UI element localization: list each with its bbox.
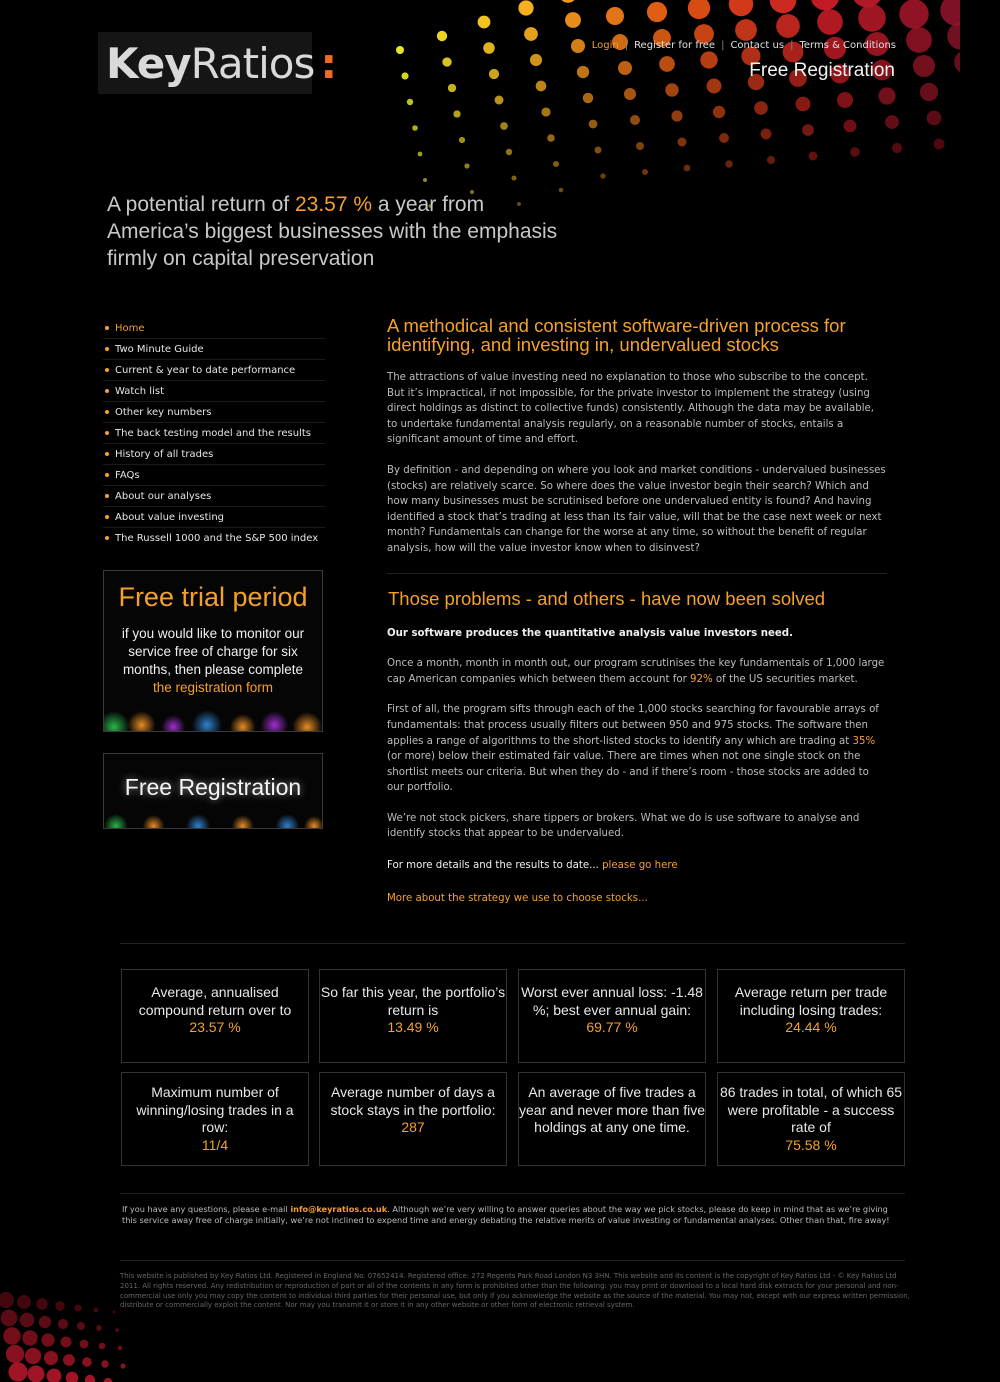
nav-item-label: Two Minute Guide (115, 343, 204, 355)
stat-text: So far this year, the portfolio’s return is (320, 984, 506, 1018)
decorative-dot (448, 84, 456, 92)
decorative-dot (118, 1346, 122, 1350)
header-free-registration-link[interactable]: Free Registration (749, 60, 895, 81)
decorative-dot (20, 1313, 35, 1328)
results-link[interactable]: please go here (602, 860, 678, 872)
decorative-dot (735, 19, 757, 41)
decorative-dot (707, 79, 722, 94)
link-separator: | (790, 40, 794, 51)
decorative-dot (665, 83, 678, 96)
nav-item-home[interactable] (103, 318, 325, 339)
decorative-dot (3, 1327, 21, 1345)
nav-item-label: The Russell 1000 and the S&P 500 index (115, 532, 319, 544)
decorative-dot (483, 42, 495, 54)
decorative-dot (606, 7, 624, 25)
decorative-dot (63, 1354, 75, 1366)
decorative-dot (659, 56, 675, 72)
nav-item-label: Watch list (115, 385, 164, 397)
paragraph: The attractions of value investing need no explanation to those who subscribe to the concept. But it’s impractical, if not impossible, for the private investor to implement the strategy (using direct holdings as distinct to collective funds) consistently. Although the data may be available, to undertake fundamental analysis regularly, on a reasonable number of stocks, entails a significant amount of time and effort. (387, 372, 875, 446)
decorative-dot (954, 50, 960, 74)
decorative-dot (459, 137, 465, 143)
email-link[interactable]: info@keyratios.co.uk (290, 1204, 388, 1214)
decorative-dot (495, 96, 504, 105)
stat-text: Worst ever annual loss: -1.48 %; best ever annual gain: (521, 984, 703, 1018)
decorative-dot (642, 169, 648, 175)
decorative-dot (6, 1345, 24, 1363)
highlight-value: 35% (852, 735, 876, 747)
decorative-dot (684, 165, 691, 172)
paragraph-text: First of all, the program sifts through each of the 1,000 stocks searching for favourable arrays of fundamentals: that process usually filters out between 950 and 975 stocks. The software then applies a range of algorithms to the short-listed stocks to identify any which are trading at (387, 704, 879, 747)
stat-box (717, 1072, 905, 1166)
paragraph-text: of the US securities market. (712, 673, 858, 685)
stat-value: 69.77 % (586, 1019, 638, 1036)
questions-text: . Although we’re very willing to answer queries about the way we pick stocks, please do keep in mind that as we’re giving this service away free of charge initially, we’re not inclined to expend time and energy debating the relative merits of value investing or fundamental analyses. Other than that, fire away! (122, 1204, 890, 1225)
decorative-dot (61, 1337, 72, 1348)
decorative-dot (947, 22, 960, 49)
decorative-dot (878, 87, 895, 104)
decorative-dot (423, 178, 427, 182)
decorative-dot (22, 1330, 37, 1345)
decorative-dot (844, 120, 857, 133)
bullet-icon (105, 326, 109, 330)
decorative-dot (761, 129, 772, 140)
decorative-dot (920, 83, 938, 101)
bullet-icon (105, 473, 109, 477)
decorative-dot (594, 146, 601, 153)
decorative-dot (530, 54, 542, 66)
decorative-dot (933, 138, 944, 149)
main-content (387, 316, 887, 906)
bokeh-decoration (104, 697, 322, 731)
decorative-dot (940, 0, 960, 26)
divider (387, 573, 887, 574)
promo-title: Free trial period (118, 582, 308, 612)
decorative-dot (506, 149, 512, 155)
decorative-dot (713, 106, 725, 118)
paragraph (387, 656, 887, 687)
decorative-dot (811, 0, 840, 10)
nav-item-label: FAQs (115, 469, 140, 481)
nav-item-label: Current & year to date performance (115, 364, 296, 376)
decorative-dot (536, 81, 547, 92)
decorative-dot (55, 1301, 64, 1310)
decorative-dot (464, 163, 469, 168)
divider (120, 943, 905, 944)
decorative-dot (442, 57, 451, 66)
decorative-dot (113, 1311, 116, 1314)
nav-item-label: Other key numbers (115, 406, 212, 418)
decorative-dot (729, 0, 753, 16)
bullet-icon (105, 389, 109, 393)
paragraph-text: Once a month, month in month out, our program scrutinises the key fundamentals of 1,000 large cap American companies which between them account for (387, 658, 885, 685)
decorative-dot (906, 27, 932, 53)
paragraph-text: (or more) below their estimated fair value. There are times when not one single stock on the shortlist meets our criteria. But when they do - and if there’s room - those stocks are added to our portfolio. (387, 751, 869, 794)
decorative-dot (500, 122, 508, 130)
nav-item-analyses[interactable] (103, 486, 325, 507)
decorative-dot (688, 0, 710, 19)
login-link[interactable]: Login (591, 40, 619, 51)
decorative-dot (553, 161, 559, 167)
bullet-icon (105, 515, 109, 519)
decorative-dot (489, 69, 499, 79)
decorative-dot (589, 120, 598, 129)
decorative-dot (66, 1372, 79, 1382)
promo-body-text: if you would like to monitor our service free of charge for six months, then please complete (121, 626, 305, 677)
strategy-link[interactable]: More about the strategy we use to choose stocks... (387, 892, 648, 904)
decorative-dot (630, 115, 640, 125)
decorative-dot (8, 1362, 27, 1381)
tagline (107, 191, 567, 272)
bullet-icon (105, 410, 109, 414)
decorative-dot (754, 101, 768, 115)
decorative-dot (899, 0, 928, 29)
paragraph (387, 858, 887, 874)
decorative-dot (624, 88, 636, 100)
highlight-value: 92% (690, 673, 713, 685)
bullet-icon (105, 452, 109, 456)
top-links (592, 40, 896, 51)
free-registration-promo[interactable] (103, 753, 323, 829)
decorative-dot (678, 138, 687, 147)
decorative-dot (511, 175, 516, 180)
decorative-dot (892, 143, 902, 153)
decorative-dot (96, 1325, 102, 1331)
nav-item-value-investing[interactable] (103, 507, 325, 528)
logo[interactable] (98, 32, 337, 94)
nav-item-label: Home (115, 322, 145, 334)
decorative-dot (770, 0, 797, 13)
nav-item-back-testing[interactable] (103, 423, 325, 444)
bullet-icon (105, 536, 109, 540)
decorative-dot (1, 1310, 18, 1327)
bullet-icon (105, 347, 109, 351)
stat-text: Average number of days a stock stays in the portfolio: (330, 1084, 496, 1118)
legal-notice: This website is published by Key Ratios Ltd. Registered in England No. 07652414. Registered office: 272 Regents Park Road London N3 3HN. This website and its content is the copyright of Key Ratios Ltd - © Key Ratios Ltd 2011. All rights reserved. Any redistribution or reproduction of part or all of the contents in any form is prohibited other than the following: you may print or download to a local hard disk extracts for your personal and non-commercial use only you may copy the content to individual third parties for their personal use, but only if you acknowledge the website as the source of the material. You may not, except with our express written permission, distribute or commercially exploit the content. Nor may you transmit it or store it in any other website or other form of electronic retrieval system. (120, 1272, 910, 1310)
decorative-dot (478, 16, 491, 29)
stat-text: Maximum number of winning/losing trades in a row: (136, 1084, 294, 1136)
paragraph (387, 891, 887, 907)
paragraph: By definition - and depending on where you look and market conditions - undervalued businesses (stocks) are relatively scarce. So where does the value investor begin their search? Which and how many businesses must be scrutinised before one undervalued entity is found? And having identified a stock that’s trading at less than its fair value, will that be the case next week or next month? Fundamentals can change for the worse at any time, so without the benefit of regular analysis, how will the value investor know when to disinvest? (387, 464, 886, 554)
nav-item-label: History of all trades (115, 448, 214, 460)
decorative-dot (28, 1366, 45, 1382)
nav-item-russell[interactable] (103, 528, 325, 548)
paragraph-text: For more details and the results to date... (387, 860, 599, 872)
registration-form-link[interactable]: the registration form (152, 680, 274, 695)
questions-note (122, 1204, 892, 1226)
decorative-dot (80, 1340, 89, 1349)
decorative-dot (104, 1378, 112, 1382)
stat-value: 11/4 (201, 1136, 229, 1153)
divider (120, 1193, 905, 1194)
decorative-dot (850, 147, 860, 157)
decorative-dot (58, 1319, 68, 1329)
link-separator: | (624, 40, 629, 51)
decorative-dot (47, 1369, 62, 1382)
decorative-dot (17, 1295, 31, 1309)
decorative-dot (39, 1316, 51, 1328)
section-heading: Those problems - and others - have now been solved (388, 587, 826, 609)
bullet-icon (105, 494, 109, 498)
decorative-dot (913, 55, 935, 77)
nav-item-label: About value investing (115, 511, 225, 523)
logo-colon: : (320, 38, 337, 88)
link-separator: | (721, 40, 725, 51)
stat-value: 13.49 % (387, 1019, 439, 1036)
decorative-dot (600, 173, 605, 178)
decorative-dot (44, 1351, 58, 1365)
decorative-dot (41, 1333, 54, 1346)
decorative-dot (0, 1292, 14, 1308)
nav-item-label: The back testing model and the results (115, 427, 311, 439)
decorative-dot (636, 142, 644, 150)
decorative-dot (94, 1308, 99, 1313)
stat-value: 24.44 % (785, 1019, 837, 1036)
decorative-dot (776, 14, 800, 38)
stat-value: 287 (401, 1119, 425, 1136)
promo-title: Free Registration (124, 774, 302, 800)
questions-text: If you have any questions, please e-mail (122, 1204, 291, 1214)
logo-ratios-text: Ratios (190, 38, 315, 88)
decorative-dot (583, 93, 594, 104)
decorative-dot (101, 1360, 108, 1367)
decorative-dot (77, 1322, 85, 1330)
divider (120, 1260, 905, 1261)
decorative-dot (401, 72, 408, 79)
decorative-dot (559, 0, 577, 3)
stat-box (319, 969, 507, 1063)
decorative-dot (412, 125, 418, 131)
decorative-dot (647, 2, 667, 22)
bullet-icon (105, 431, 109, 435)
tagline-post: a year from America’s biggest businesses with the emphasis firmly on capital preservation (107, 193, 558, 270)
decorative-dot (927, 111, 942, 126)
tagline-pre: A potential return of (107, 193, 295, 216)
decorative-dot (85, 1375, 95, 1382)
tagline-rate: 23.57 % (294, 193, 373, 216)
nav-item-watch-list[interactable] (103, 381, 325, 402)
stat-text: An average of five trades a year and never more than five holdings at any one time. (519, 1084, 705, 1136)
decorative-dot (74, 1304, 81, 1311)
stat-value: 23.57 % (189, 1019, 241, 1036)
decorative-dot (719, 133, 729, 143)
decorative-dot (837, 92, 853, 108)
register-link[interactable]: Register for free (634, 40, 716, 51)
decorative-dot (541, 107, 550, 116)
corner-dots-graphic (0, 1290, 140, 1382)
decorative-dot (817, 9, 843, 35)
decorative-dot (437, 31, 447, 41)
paragraph (387, 702, 887, 796)
stat-text: Average, annualised compound return over to (138, 984, 292, 1018)
logo-key-text: Key (106, 38, 191, 88)
terms-link[interactable]: Terms & Conditions (799, 40, 896, 51)
sidebar-nav (103, 318, 325, 548)
decorative-dot (82, 1357, 92, 1367)
stat-box (717, 969, 905, 1063)
decorative-dot (809, 152, 818, 161)
decorative-dot (418, 152, 423, 157)
paragraph: Our software produces the quantitative analysis value investors need. (387, 627, 793, 639)
decorative-dot (25, 1348, 41, 1364)
decorative-dot (524, 27, 538, 41)
decorative-dot (767, 156, 775, 164)
nav-item-faqs[interactable] (103, 465, 325, 486)
decorative-dot (518, 0, 533, 15)
free-trial-promo[interactable] (103, 570, 323, 732)
decorative-dot (577, 66, 589, 78)
nav-item-key-numbers[interactable] (103, 402, 325, 423)
stat-box (518, 1072, 706, 1166)
decorative-dot (796, 97, 811, 112)
decorative-dot (547, 134, 555, 142)
stat-value: 75.58 % (785, 1136, 837, 1153)
promo-body (116, 625, 310, 697)
decorative-dot (565, 12, 581, 28)
contact-link[interactable]: Contact us (730, 40, 785, 51)
stat-box (121, 969, 309, 1063)
decorative-dot (407, 99, 413, 105)
decorative-dot (802, 124, 814, 136)
stat-text: 86 trades in total, of which 65 were profitable - a success rate of (719, 1084, 903, 1136)
bullet-icon (105, 368, 109, 372)
decorative-dot (99, 1343, 106, 1350)
decorative-dot (396, 46, 404, 54)
decorative-dot (120, 1363, 125, 1368)
decorative-dot (115, 1328, 119, 1332)
decorative-dot (885, 115, 899, 129)
paragraph: We’re not stock pickers, share tippers or brokers. What we do is use software to analyse and identify stocks that appear to be undervalued. (387, 812, 860, 840)
nav-item-performance[interactable] (103, 360, 325, 381)
main-heading: A methodical and consistent software-driven process for identifying, and investing in, undervalued stocks (387, 315, 846, 355)
decorative-dot (453, 110, 460, 117)
decorative-dot (36, 1298, 48, 1310)
stat-box (121, 1072, 309, 1166)
nav-item-two-minute-guide[interactable] (103, 339, 325, 360)
stat-box (518, 969, 706, 1063)
decorative-dot (700, 51, 717, 68)
decorative-dot (671, 110, 682, 121)
nav-item-history[interactable] (103, 444, 325, 465)
stat-text: Average return per trade including losing trades: (734, 984, 888, 1018)
bokeh-decoration (104, 802, 322, 828)
stat-box (319, 1072, 507, 1166)
decorative-dot (725, 160, 732, 167)
nav-item-label: About our analyses (115, 490, 212, 502)
decorative-dot (571, 39, 585, 53)
decorative-dot (858, 4, 886, 32)
header-dots-graphic (330, 0, 960, 220)
decorative-dot (618, 61, 632, 75)
